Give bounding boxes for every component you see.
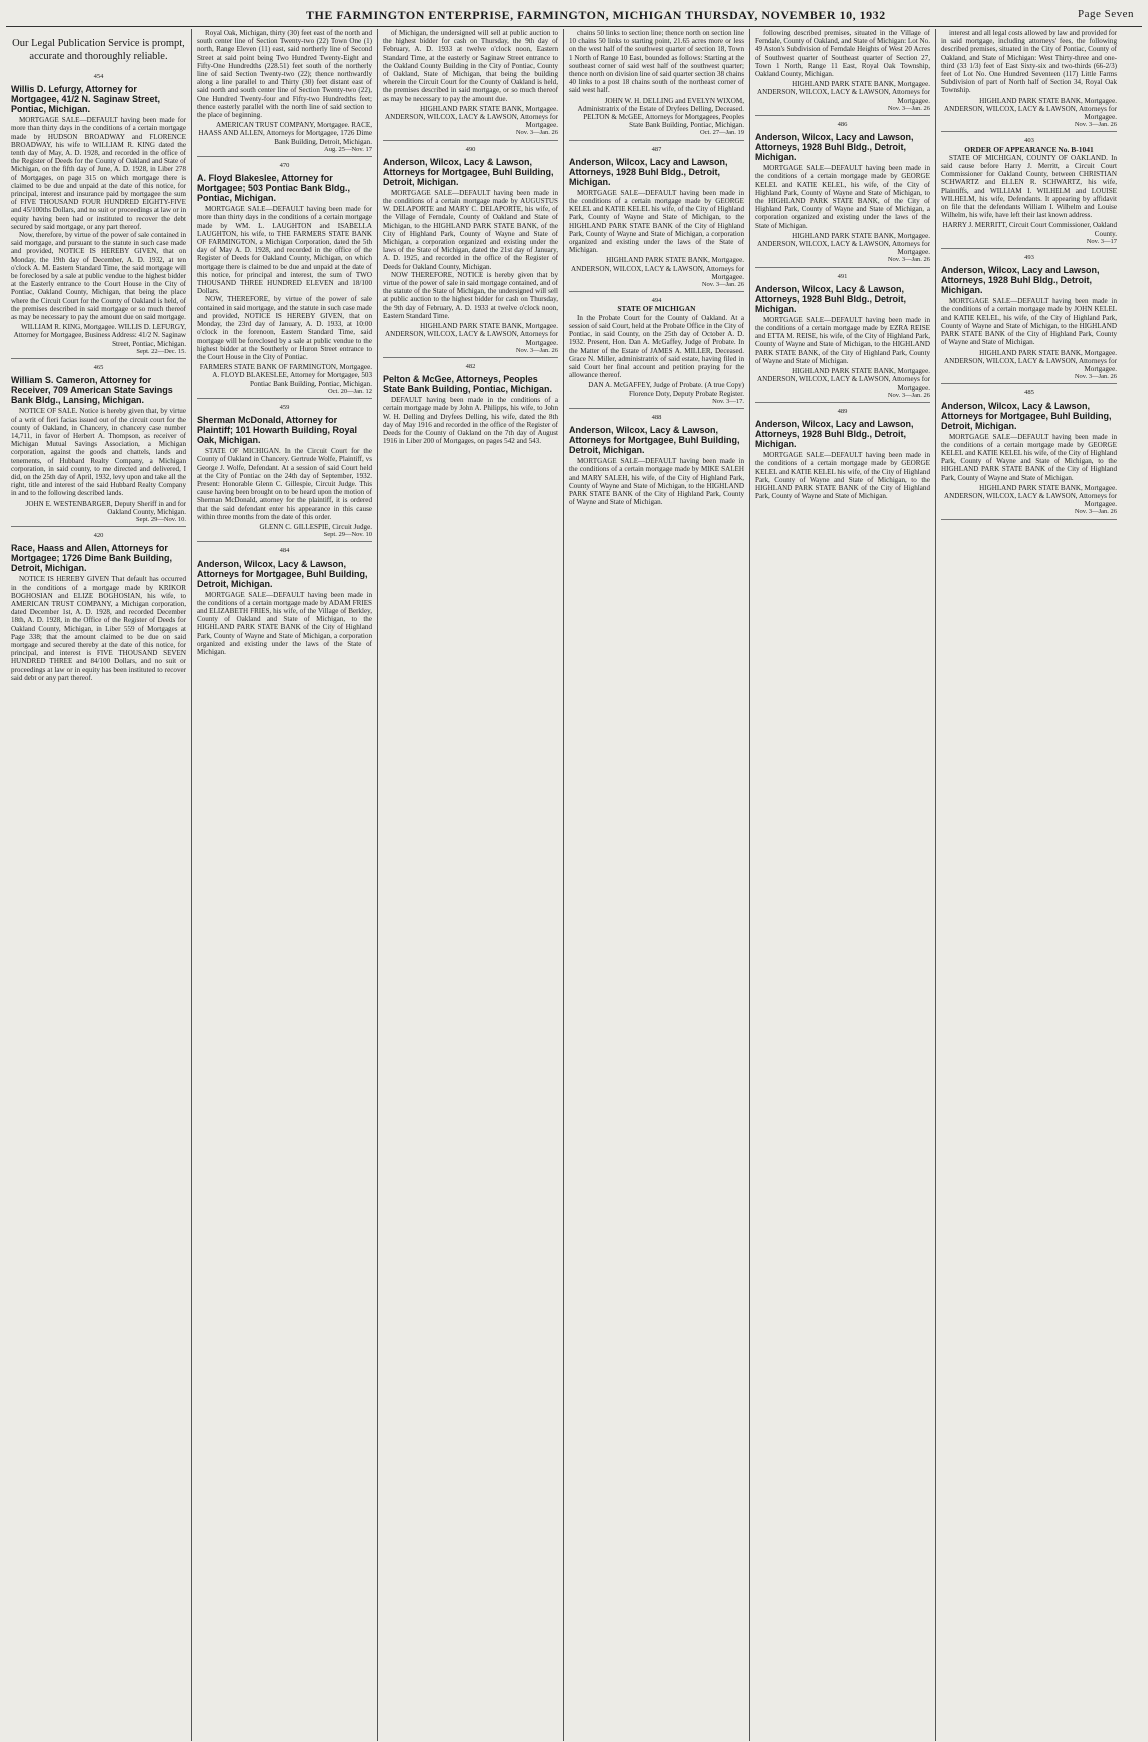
notice-body: chains 50 links to section line; thence north on section line 10 chains 50 links to starting point, 21.65 acres more or less on the west half of the southwest quarter of section 18, Town 1 North of Range 10 East, bounded as follows: Starting at the southeast corner of said west half of the southwest quarter; thence north on division line of said quarter section 38 chains 40 links to a post 18 chains south of the northeast corner of said west half. (569, 29, 744, 95)
notice-run-dates: Nov. 3—Jan. 26 (941, 508, 1117, 519)
notice-body: MORTGAGE SALE—DEFAULT having been made for more than thirty days in the conditions of a certain mortgage made by WM. L. LAUGHTON and ISABELLA LAUGHTON, his wife, to THE FARMERS STATE BANK OF FARMINGTON, a Michigan Corporation, dated the 5th day of May A. D. 1928, and recorded in the office of the Register of Deeds for Oakland County, Michigan, on which mortgage there is claimed to be due and unpaid at the date of this notice, for principal and interest, the sum of TWO THOUSAND THREE HUNDRED ELEVEN and 18/100 Dollars. (197, 205, 372, 296)
columns (6, 29, 1142, 1741)
notice-body: MORTGAGE SALE—DEFAULT having been made in the conditions of a certain mortgage made by EZRA REISE and ETTA M. REISE, his wife, of the City of Highland Park, County of Wayne and State of Michigan, to the HIGHLAND PARK STATE BANK, of the City of Highland Park, County of Wayne and State of Michigan. (755, 315, 930, 365)
notice-run-dates: Nov. 3—Jan. 26 (755, 256, 930, 267)
notice-heading: Race, Haass and Allen, Attorneys for Mortgagee; 1726 Dime Bank Building, Detroit, Michigan. (11, 543, 173, 574)
notice-number: 459 (279, 403, 290, 411)
notice-number: 485 (1024, 389, 1034, 397)
notice-heading: Pelton & McGee, Attorneys, Peoples State Bank Building, Pontiac, Michigan. (383, 374, 553, 395)
notice-heading: Anderson, Wilcox, Lacy and Lawson, Attorneys, 1928 Buhl Bldg., Detroit, Michigan. (941, 265, 1100, 296)
legal-notice (941, 29, 1117, 132)
notice-body: In the Probate Court for the County of Oakland. At a session of said Court, held at the Probate Office in the City of Pontiac, in said County, on the 25th day of October A. D. 1932. Present, Hon. Dan A. McGaffey, Judge of Probate. In the Matter of the Estate of JAMES A. MILLER, Deceased. Grace N. Miller, administratrix of said estate, having filed in said Court her final account and petition praying for the allowance thereof. (569, 313, 745, 380)
notice-run-dates: Nov. 3—Jan. 26 (569, 281, 744, 292)
notice-number: 470 (279, 162, 290, 170)
notice-heading: Anderson, Wilcox, Lacy and Lawson, Attorneys, 1928 Buhl Bldg., Detroit, Michigan. (569, 156, 728, 187)
masthead (6, 4, 1142, 27)
notice-run-dates: Oct. 20—Jan. 12 (197, 388, 372, 399)
notice-body: MORTGAGE SALE—DEFAULT having been made in the conditions of a certain mortgage made by GEORGE KELEL and KATIE KELEL his wife, of the City of Highland Park, County of Wayne and State of Michigan, to the HIGHLAND PARK STATE BANK of the City of Highland Park, County of Wayne and State of Michigan. (941, 432, 1117, 482)
notice-number: 454 (93, 73, 104, 80)
notice-run-dates: Nov. 3—17 (941, 238, 1117, 249)
legal-notice (11, 73, 186, 359)
notice-number: 488 (651, 413, 662, 421)
legal-notice (755, 29, 930, 116)
notice-body: MORTGAGE SALE—DEFAULT having been made in the conditions of a certain mortgage made by GEORGE KELEL and KATIE KELEL, his wife, of the City of Highland Park, County of Wayne and State of Michigan, to the HIGHLAND PARK STATE BANK, of the City of Highland Park, County of Wayne and State of Michigan, a corporation organized and existing under the laws of the State of Michigan. (755, 164, 930, 230)
notice-body-continued: Now, therefore, by virtue of the power of sale contained in said mortgage, and pursuant to the statute in such case made and provided, NOTICE IS HEREBY GIVEN, that on Monday, the 19th day of December, A. D. 1932, at ten o'clock A. M. Eastern Standard Time, the said mortgage will be foreclosed by a sale at public vendue to the highest bidder at the Easterly entrance to the Court House in the City of Pontiac, Oakland County, Michigan, that being the place where the Circuit Court for the County of Oakland is held, of the premises described in said mortgage or so much thereof as may be necessary to pay the amount due on said mortgage. (11, 231, 186, 322)
notice-number: 489 (837, 407, 848, 415)
notice-number: 420 (93, 532, 104, 540)
notice-run-dates: Oct. 27—Jan. 19 (569, 129, 744, 140)
legal-notice (197, 29, 372, 157)
notice-body: interest and all legal costs allowed by law and provided for in said mortgage, including attorneys' fees, the following described premises, situated in the City of Pontiac, County of Oakland, and State of Michigan: West Thirty-three and one-third (33 1/3) feet of East Sixty-six and two-thirds (66-2/3) feet of Lot No. One Hundred Seventeen (117) Little Farms Subdivision of part of North half of Section 34, Royal Oak Township. (941, 29, 1117, 95)
notice-run-dates: Nov. 3—Jan. 26 (755, 392, 930, 403)
notice-run-dates: Sept. 29—Nov. 10. (11, 516, 186, 527)
notice-number: 491 (837, 272, 848, 280)
legal-notice (755, 273, 930, 403)
legal-notice (755, 121, 930, 268)
notice-state-heading: ORDER OF APPEARANCE No. B-1041 (964, 144, 1094, 154)
notice-signature: FARMERS STATE BANK OF FARMINGTON, Mortgagee. A. FLOYD BLAKESLEE, Attorney for Mortgagee, 503 Pontiac Bank Building, Pontiac, Michigan. (199, 363, 372, 388)
notice-body: STATE OF MICHIGAN. In the Circuit Court for the County of Oakland in Chancery. Gertrude Wolfe, Plaintiff, vs George J. Wolfe, Defendant. At a session of said Court held at the City of Pontiac on the 24th day of September, 1932. Present: Honorable Glenn C. Gillespie, Circuit Judge. This cause having been brought on to be heard upon the motion of Sherman McDonald, attorney for the plaintiff, it is ordered that the said defendant enter his appearance in this cause within three months from the date of this order. (197, 447, 372, 521)
legal-notice (197, 404, 372, 542)
legal-notice (941, 389, 1117, 519)
notice-signature: HARRY J. MERRITT, Circuit Court Commissioner, Oakland County. (942, 221, 1117, 238)
column-6 (936, 29, 1122, 1741)
notice-signature: HIGHLAND PARK STATE BANK, Mortgagee. ANDERSON, WILCOX, LACY & LAWSON, Attorneys for Mortgagee. (384, 104, 558, 130)
notice-heading: A. Floyd Blakeslee, Attorney for Mortgagee; 503 Pontiac Bank Bldg., Pontiac, Michigan. (197, 173, 351, 204)
notice-body: following described premises, situated in the Village of Ferndale, County of Oakland, and State of Michigan: Lot No. 49 Aston's Subdivision of Ferndale Heights of West 20 Acres of Southwest quarter of Southeast quarter of Section 27, Town 1 North, Range 11 East, Royal Oak Township, Oakland County, Michigan. (755, 29, 930, 79)
notice-run-dates: Nov. 3—Jan. 26 (941, 373, 1117, 384)
legal-notice (11, 532, 186, 682)
notice-number: 403 (1024, 137, 1034, 145)
legal-notice (941, 137, 1117, 249)
notice-heading: William S. Cameron, Attorney for Receiver, 709 American State Savings Bank Bldg., Lansing, Michigan. (11, 375, 173, 406)
legal-notice (569, 29, 744, 141)
legal-notice (755, 408, 930, 500)
notice-signature: AMERICAN TRUST COMPANY, Mortgagee. RACE, HAASS AND ALLEN, Attorneys for Mortgagee, 1726 Dime Bank Building, Detroit, Michigan. (198, 121, 372, 146)
notice-number: 482 (465, 362, 476, 370)
notice-state-heading: STATE OF MICHIGAN (617, 304, 696, 314)
notice-number: 486 (837, 121, 848, 129)
notice-number: 465 (93, 364, 104, 372)
notice-body: MORTGAGE SALE—DEFAULT having been made in the conditions of a certain mortgage made by ADAM FRIES and ELIZABETH FRIES, his wife, of the Village of Berkley, County of Oakland and State of Michigan, to the HIGHLAND PARK STATE BANK of the City of Highland Park, County of Wayne and State of Michigan, a corporation organized and existing under the laws of the State of Michigan. (197, 590, 372, 656)
notice-run-dates: Nov. 3—Jan. 26 (383, 129, 558, 140)
legal-notice (941, 254, 1117, 384)
notice-number: 494 (651, 297, 662, 305)
notice-heading: Anderson, Wilcox, Lacy & Lawson, Attorneys, 1928 Buhl Bldg., Detroit, Michigan. (755, 283, 907, 314)
column-5 (750, 29, 936, 1741)
notice-signature: DAN A. McGAFFEY, Judge of Probate. (A true Copy) Florence Doty, Deputy Probate Register. (588, 381, 744, 398)
notice-number: 493 (1024, 254, 1034, 262)
notice-signature: JOHN E. WESTENBARGER, Deputy Sheriff in and for Oakland County, Michigan. (25, 499, 186, 516)
notice-signature: JOHN W. H. DELLING and EVELYN WIXOM, Administratrix of the Estate of Dryfees Delling, Deceased. PELTON & McGEE, Attorneys for Mortgagees, Peoples State Bank Building, Pontiac, Michigan. (577, 96, 744, 130)
notice-signature: HIGHLAND PARK STATE BANK, Mortgagee. ANDERSON, WILCOX, LACY & LAWSON, Attorneys for Mortgagee. (384, 322, 558, 347)
notice-body: NOTICE IS HEREBY GIVEN That default has occurred in the conditions of a mortgage made by KRIKOR BOGHOSIAN and ELIZE BOGHOSIAN, his wife, to AMERICAN TRUST COMPANY, a Michigan corporation, dated December 1st, A. D. 1928, and recorded December 18th, A. D. 1928, in the Office of the Register of Deeds for Oakland County, Michigan, in Liber 559 of Mortgages at Page 338; that the amount claimed to be due on said mortgage and secured thereby at the date of this notice, for principal, and interest is FIVE THOUSAND SEVEN HUNDRED THREE and 84/100 Dollars, and no suit or proceedings at law or in equity has been instituted to recover said debt or any part thereof. (11, 575, 186, 682)
column-2 (192, 29, 378, 1741)
notice-signature: HIGHLAND PARK STATE BANK, Mortgagee. ANDERSON, WILCOX, LACY & LAWSON, Attorneys for Mortgagee. (943, 483, 1117, 509)
notice-body-continued: NOW, THEREFORE, by virtue of the power of sale contained in said mortgage, and the statute in such case made and provided, NOTICE IS HEREBY GIVEN, that on Monday, the 23rd day of January, A. D. 1933, at 10:00 o'clock in the forenoon, Eastern Standard Time, said mortgage will be foreclosed by a sale at public vendue to the highest bidder at the Southerly or Huron Street entrance to the Court House in the City of Pontiac. (197, 295, 372, 361)
legal-notice (569, 414, 744, 506)
notice-heading: Anderson, Wilcox, Lacy and Lawson, Attorneys, 1928 Buhl Bldg., Detroit, Michigan. (755, 132, 914, 163)
notice-signature: HIGHLAND PARK STATE BANK, Mortgagee. ANDERSON, WILCOX, LACY & LAWSON, Attorneys for Mortgagee. (943, 348, 1117, 373)
notice-heading: Sherman McDonald, Attorney for Plaintiff; 101 Howarth Building, Royal Oak, Michigan. (197, 415, 358, 446)
notice-run-dates: Aug. 25—Nov. 17 (197, 146, 372, 157)
notice-body: MORTGAGE SALE—DEFAULT having been made in the conditions of a certain mortgage made by MIKE SALEH and MARY SALEH, his wife, of the City of Highland Park, County of Wayne and State of Michigan, to the HIGHLAND PARK STATE BANK of the City of Highland Park, County of Wayne and State of Michigan. (569, 457, 744, 507)
notice-run-dates: Nov. 3—Jan. 26 (383, 347, 558, 358)
notice-run-dates: Sept. 29—Nov. 10 (197, 531, 372, 542)
notice-heading: Anderson, Wilcox, Lacy & Lawson, Attorneys for Mortgagee, Buhl Building, Detroit, Michigan. (941, 400, 1112, 431)
notice-heading: Willis D. Lefurgy, Attorney for Mortgagee, 41/2 N. Saginaw Street, Pontiac, Michigan. (11, 84, 161, 115)
notice-body: MORTGAGE SALE—DEFAULT having been made in the conditions of a certain mortgage made by JOHN KELEL and KATIE KELEL, his wife, of the City of Highland Park, County of Wayne and State of Michigan, to the HIGHLAND PARK STATE BANK of the City of Highland Park, County of Wayne and State of Michigan. (941, 297, 1117, 347)
notice-number: 487 (651, 145, 662, 153)
notice-run-dates: Nov. 3—Jan. 26 (755, 105, 930, 116)
legal-notice (197, 547, 372, 656)
notice-body-continued: NOW THEREFORE, NOTICE is hereby given that by virtue of the power of sale in said mortgage contained, and of the statute of the State of Michigan, the undersigned will sell at public auction to the highest bidder for cash on Thursday, the 9th day of February, A. D. 1933 at twelve o'clock noon, Eastern Standard Time. (383, 270, 558, 320)
notice-signature: HIGHLAND PARK STATE BANK, Mortgagee. ANDERSON, WILCOX, LACY & LAWSON, Attorneys for Mortgagee. (570, 256, 744, 281)
notice-run-dates: Nov. 3—Jan. 26 (941, 121, 1117, 132)
notice-heading: Anderson, Wilcox, Lacy & Lawson, Attorneys for Mortgagee, Buhl Building, Detroit, Michigan. (383, 156, 554, 187)
legal-notice (383, 363, 558, 445)
column-3 (378, 29, 564, 1741)
notice-body: NOTICE OF SALE. Notice is hereby given that, by virtue of a writ of fieri facias issued out of the circuit court for the county of Oakland, in Chancery, in chancery case number 14,711, in favor of Herbert A. Thompson, as receiver of Michigan Mutual Savings Association, a Michigan corporation, against the goods and chattels, lands and tenements, of Hubbard Realty Company, a Michigan corporation, in said county, to me directed and delivered, I did, on the 25th day of April, 1932, levy upon and take all the right, title and interest of the said Hubbard Realty Company in and to the following described lands. (11, 407, 186, 498)
notice-heading: Anderson, Wilcox, Lacy & Lawson, Attorneys for Mortgagee, Buhl Building, Detroit, Michigan. (197, 558, 368, 589)
notice-number: 490 (465, 145, 476, 153)
notice-signature: HIGHLAND PARK STATE BANK, Mortgagee. ANDERSON, WILCOX, LACY & LAWSON, Attorneys for Mortgagee. (756, 231, 930, 257)
legal-notice (197, 162, 372, 399)
notice-heading: Anderson, Wilcox, Lacy and Lawson, Attorneys, 1928 Buhl Bldg., Detroit, Michigan. (755, 419, 914, 450)
page-number: Page Seven (1077, 8, 1134, 20)
legal-notice (11, 364, 186, 527)
notice-run-dates: Nov. 3—17. (569, 398, 744, 409)
column-1 (6, 29, 192, 1741)
column-4 (564, 29, 750, 1741)
notice-signature: HIGHLAND PARK STATE BANK, Mortgagee. ANDERSON, WILCOX, LACY & LAWSON, Attorneys for Mortgagee. (756, 367, 930, 392)
legal-notice (569, 146, 744, 293)
notice-body: MORTGAGE SALE—DEFAULT having been made in the conditions of a certain mortgage made by GEORGE KELEL and KATIE KELEL his wife, of the City of Highland Park, County of Wayne and State of Michigan, to the HIGHLAND PARK STATE BANK of the City of Highland Park, County of Wayne and State of Michigan, a corporation organized and existing under the laws of the State of Michigan. (569, 188, 744, 255)
notice-body: STATE OF MICHIGAN, COUNTY OF OAKLAND. In said cause before Harry J. Merritt, a Circuit Court Commissioner for Oakland County, between CHRISTIAN SCHWARTZ and ELLEN R. SCHWARTZ, his wife, Plaintiffs, and WILLIAM I. WILHELM and LOUISE WILHELM, his wife, Defendants. It appearing by affidavit on file that the defendants William I. Wilhelm and Louise Wilhelm, his wife, have left their last known address. (941, 153, 1117, 220)
publication-service-intro: Our Legal Publication Service is prompt, accurate and thoroughly reliable. (12, 38, 185, 62)
notice-body: DEFAULT having been made in the conditions of a certain mortgage made by John A. Philipps, his wife, to John W. H. Delling and Dryfees Delling, his wife, dated the 8th day of May 1916 and recorded in the office of the Register of Deeds for the County of Oakland on the 7th day of August 1916 in Liber 200 of Mortgages, on pages 542 and 543. (383, 396, 558, 446)
legal-notice (569, 297, 744, 409)
notice-body: Royal Oak, Michigan, thirty (30) feet east of the north and south center line of Section Twenty-two (22) Town One (1) north, Range Eleven (11) east, said northerly line of Second Street at said point being Two Hundred Twenty-Eight and Fifty-One Hundredths (228.51) feet south of the northerly line of said Section Twenty-two (22); thence northwardly along a line parallel to and Thirty (30) feet distant east of said north and south center line of Section Twenty-two (22), One Hundred Twenty-four and Fifty-two Hundredths feet; thence easterly parallel with the north line of said section to the place of beginning. (197, 29, 372, 120)
notice-signature: WILLIAM R. KING, Mortgagee. WILLIS D. LEFURGY, Attorney for Mortgagee, Business Address: 41/2 N. Saginaw Street, Pontiac, Michigan. (13, 323, 186, 348)
legal-notice (383, 29, 558, 141)
legal-notice (383, 146, 558, 358)
notice-body: of Michigan, the undersigned will sell at public auction to the highest bidder for cash on Thursday, the 9th day of February, A. D. 1933 at twelve o'clock noon, Eastern Standard Time, at the easterly or Saginaw Street entrance to the Oakland County Building in the City of Pontiac, County of Oakland, State of Michigan, that being the building wherein the Circuit Court for the County of Oakland is held, the premises described in said mortgage, or so much thereof as may be necessary to pay the amount due. (383, 29, 558, 103)
notice-number: 484 (279, 547, 290, 555)
masthead-title: THE FARMINGTON ENTERPRISE, FARMINGTON, MICHIGAN THURSDAY, NOVEMBER 10, 1932 (306, 8, 886, 22)
notice-body: MORTGAGE SALE—DEFAULT having been made in the conditions of a certain mortgage made by AUGUSTUS W. DELAPORTE and MARY C. DELAPORTE, his wife, of the Village of Ferndale, County of Oakland and State of Michigan, to the HIGHLAND PARK STATE BANK, of the City of Highland Park, County of Wayne and State of Michigan, a corporation organized and existing under the laws of the State of Michigan, dated the 21st day of January, A. D. 1925, and recorded in the office of the Register of Deeds for Oakland County, Michigan. (383, 188, 558, 271)
notice-body: MORTGAGE SALE—DEFAULT having been made in the conditions of a certain mortgage made by GEORGE KELEL and KATIE KELEL his wife, of the City of Highland Park, County of Wayne and State of Michigan, to the HIGHLAND PARK STATE BANK of the City of Highland Park, County of Wayne and State of Michigan. (755, 451, 930, 501)
notice-signature: HIGHLAND PARK STATE BANK, Mortgagee. ANDERSON, WILCOX, LACY & LAWSON, Attorneys for Mortgagee. (943, 96, 1117, 122)
notice-heading: Anderson, Wilcox, Lacy & Lawson, Attorneys for Mortgagee, Buhl Building, Detroit, Michigan. (569, 425, 740, 456)
notice-body: MORTGAGE SALE—DEFAULT having been made for more than thirty days in the conditions of a certain mortgage made by HUDSON BROADWAY and FLORENCE BROADWAY, his wife to WILLIAM R. KING dated the tenth day of May, A. D. 1928, and recorded in the office of the Register of Deeds for the County of Oakland and State of Michigan, on the fifth day of June, A. D. 1928, in Liber 278 of Mortgages, on page 315 on which mortgage there is claimed to be due and unpaid at the date of this notice, for principal, interest and insurance paid by mortgagee the sum of FIVE THOUSAND FOUR HUNDRED EIGHTY-FIVE and 45/100ths Dollars, and no suit or proceedings at law or in equity having been had or instituted to recover the debt secured by said mortgage, or any part thereof. (11, 116, 186, 231)
notice-run-dates: Sept. 22—Dec. 15. (11, 348, 186, 359)
notice-signature: GLENN C. GILLESPIE, Circuit Judge. (259, 522, 372, 531)
notice-signature: HIGHLAND PARK STATE BANK, Mortgagee. ANDERSON, WILCOX, LACY & LAWSON, Attorneys for Mortgagee. (756, 80, 930, 105)
